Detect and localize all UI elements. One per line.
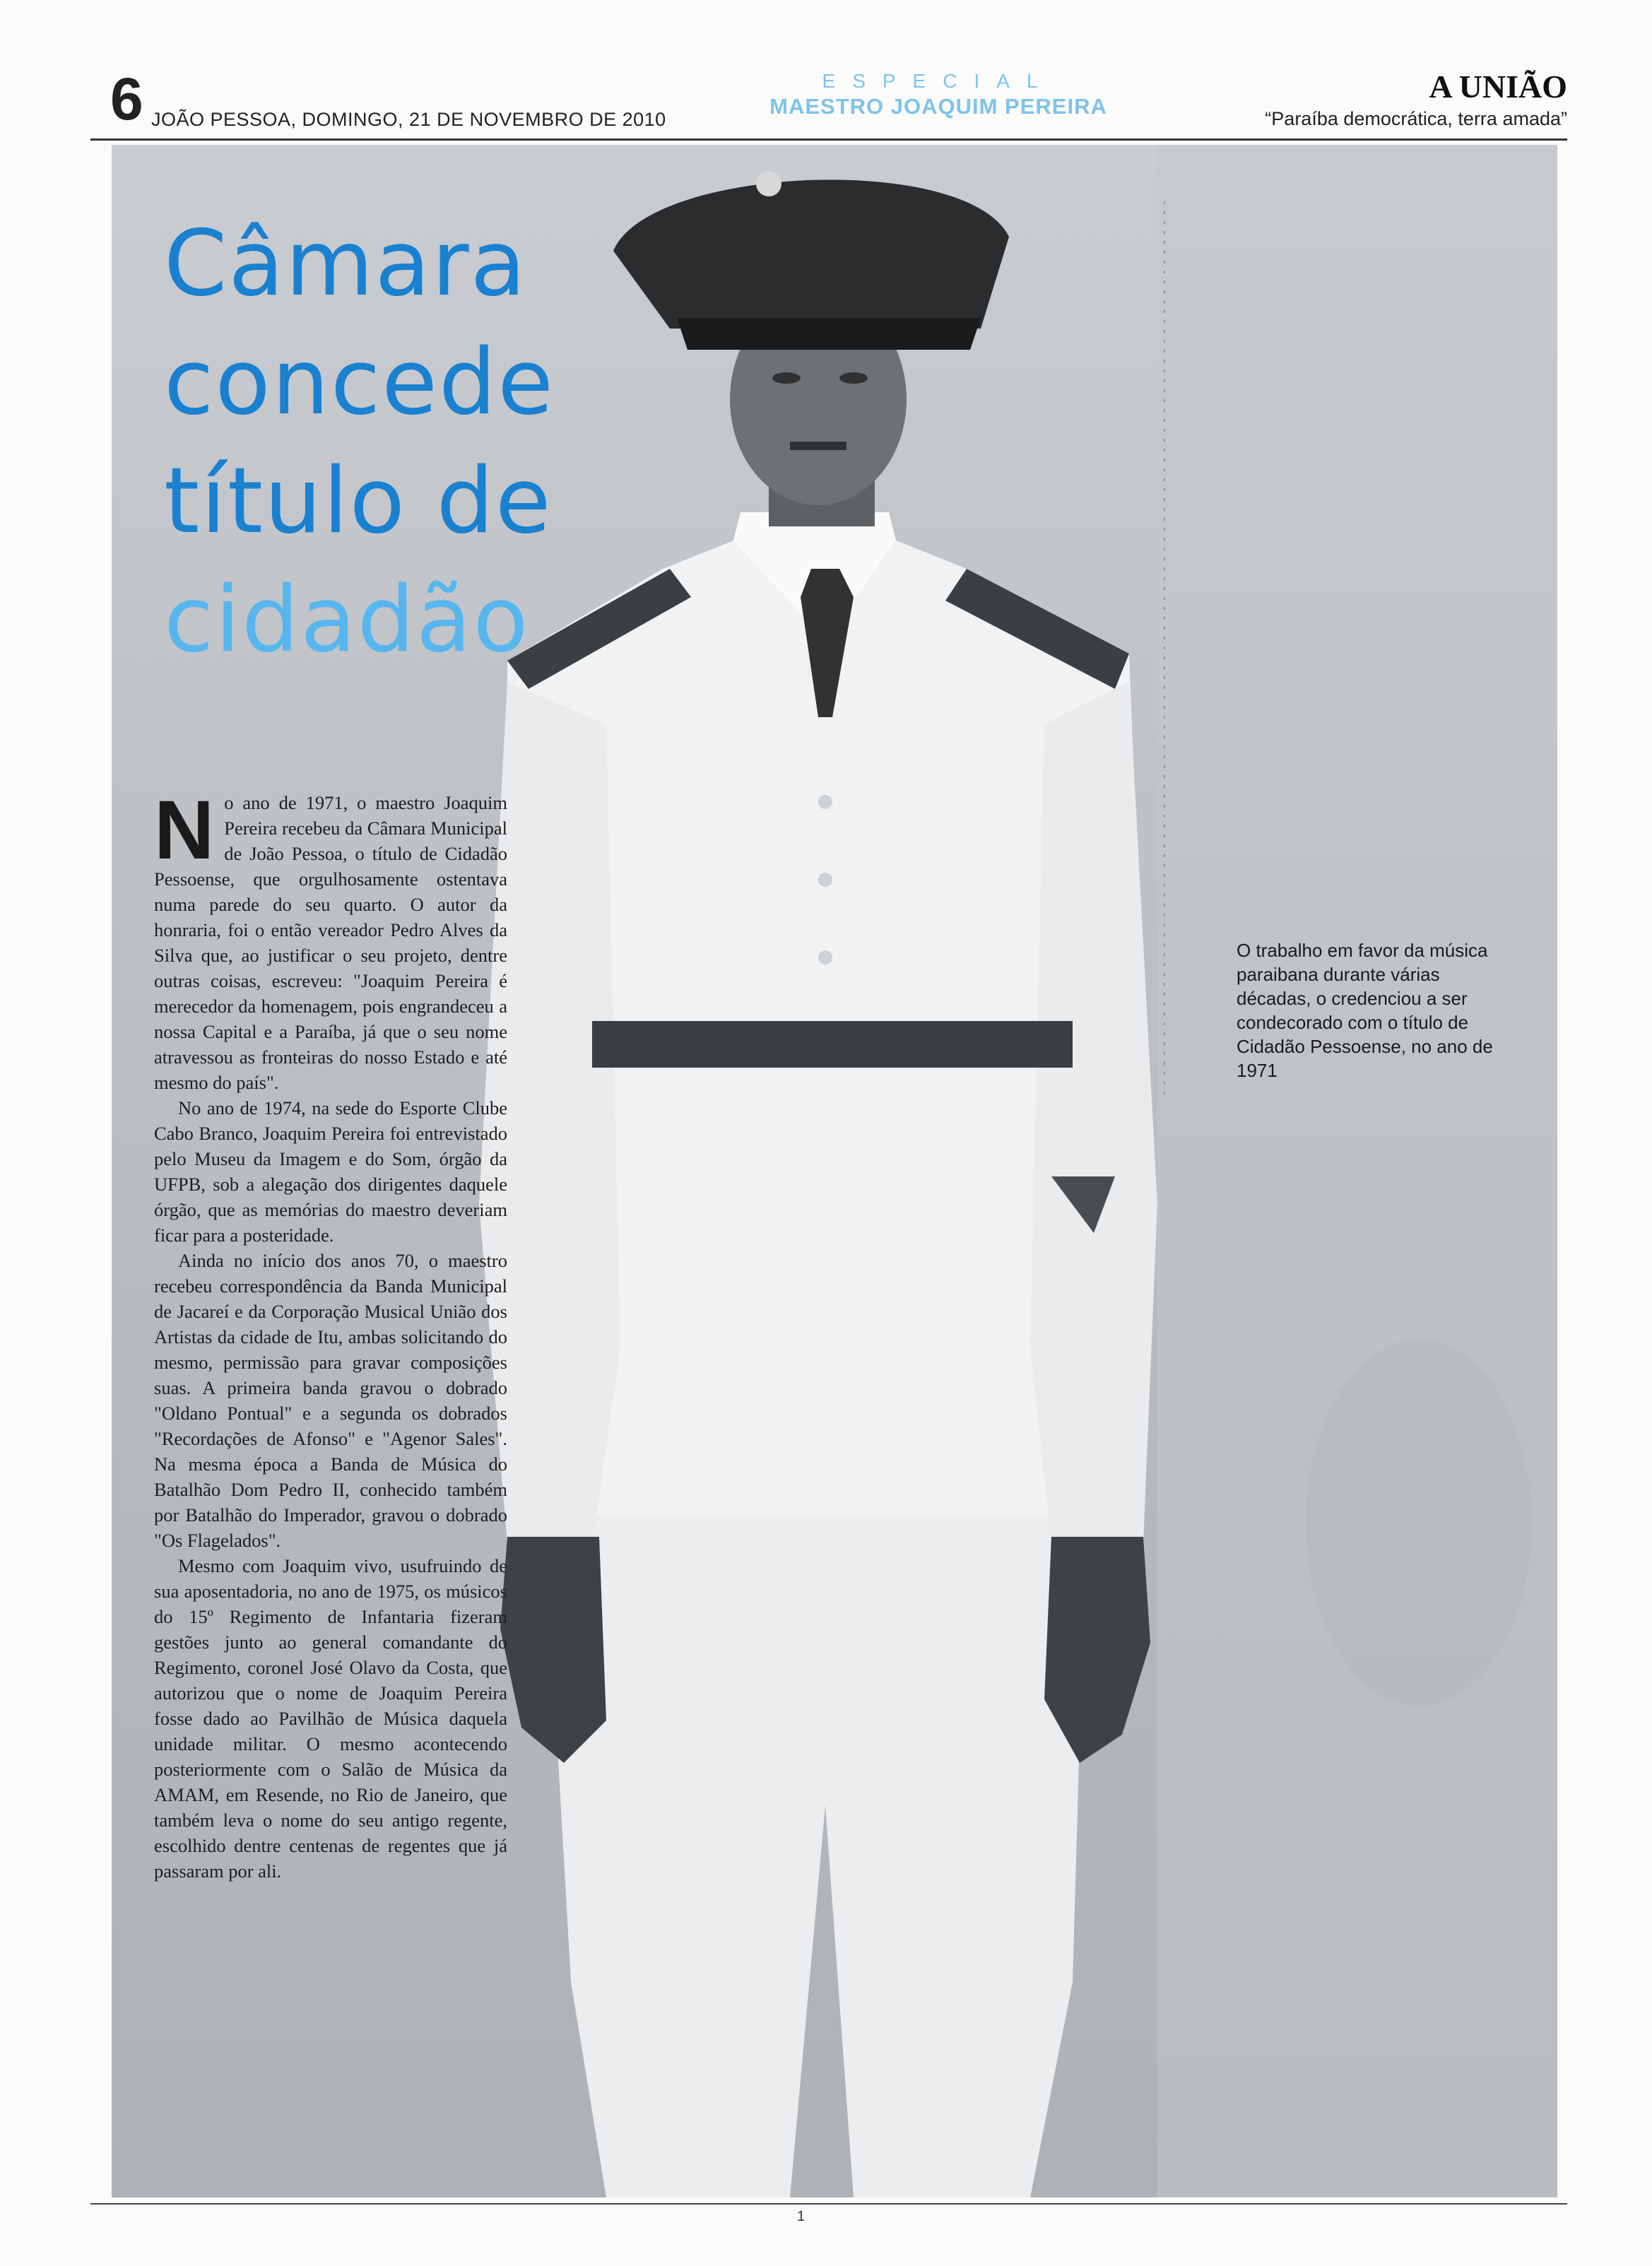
dateline: JOÃO PESSOA, DOMINGO, 21 DE NOVEMBRO DE 2010 bbox=[151, 109, 666, 130]
headline-line-2: concede bbox=[164, 330, 555, 435]
section-kicker: ESPECIAL bbox=[822, 70, 1055, 92]
page-number: 6 bbox=[110, 66, 143, 132]
cap-badge bbox=[756, 171, 781, 196]
button bbox=[818, 873, 832, 887]
section-label bbox=[684, 69, 1193, 120]
newspaper-name: A UNIÃO bbox=[1429, 69, 1567, 105]
folio-mark: 1 bbox=[797, 2209, 806, 2224]
mustache bbox=[790, 442, 846, 450]
newspaper-motto: “Paraíba democrática, terra amada” bbox=[1265, 108, 1567, 129]
headline-line-1: Câmara bbox=[164, 211, 527, 317]
trousers bbox=[543, 1487, 1087, 2197]
masthead bbox=[1265, 69, 1567, 133]
button bbox=[818, 795, 832, 809]
cap-visor bbox=[677, 318, 981, 350]
section-series: MAESTRO JOAQUIM PEREIRA bbox=[769, 94, 1107, 119]
background-wall bbox=[1157, 145, 1557, 2197]
eye bbox=[839, 372, 868, 384]
headline-line-4: cidadão bbox=[164, 567, 530, 673]
button bbox=[818, 950, 832, 964]
paragraph-1-text: o ano de 1971, o maestro Joaquim Pereira recebeu da Câmara Municipal de João Pessoa, o título de Cidadão Pessoense, que orgulhosamente ostentava numa parede do seu quarto. O autor da honraria, foi o então vereador Pedro Alves da Silva que, ao justificar o seu projeto, dentre outras coisas, escreveu: "Joaquim Pereira é merecedor da homenagem, pois engrandeceu a nossa Capital e a Paraíba, já que o seu nome atravessou as fronteiras do nosso Estado e até mesmo do país". bbox=[154, 792, 507, 1093]
cap-crown bbox=[613, 179, 1009, 329]
article-paragraph: Mesmo com Joaquim vivo, usufruindo de sua aposentadoria, no ano de 1975, os músicos do 15º Regimento de Infantaria fizeram gestões junto ao general comandante do Regimento, coronel José Olavo da Costa, que autorizou que o nome de Joaquim Pereira fosse dado ao Pavilhão de Música daquela unidade militar. O mesmo acontecendo posteriormente com o Salão de Música da AMAM, em Resende, no Rio de Janeiro, que também leva o nome do seu antigo regente, escolhido dentre centenas de regentes que já passaram por ali. bbox=[154, 1555, 507, 1882]
article-paragraph: Ainda no início dos anos 70, o maestro recebeu correspondência da Banda Municipal de Jacareí e da Corporação Musical União dos Artistas da cidade de Itu, ambas solicitando do mesmo, permissão para gravar composições suas. A primeira banda gravou o dobrado "Oldano Pontual" e a segunda os dobrados "Recordações de Afonso" e "Agenor Sales". Na mesma época a Banda de Música do Batalhão Dom Pedro II, conhecido também por Batalhão do Imperador, gravou o dobrado "Os Flagelados". bbox=[154, 1250, 507, 1551]
eye bbox=[772, 372, 801, 384]
footer-rule bbox=[90, 2203, 1567, 2205]
photo-caption: O trabalho em favor da música paraibana durante várias décadas, o credenciou a ser condecorado com o título de Cidadão Pessoense, no ano de 1971 bbox=[1237, 940, 1493, 1081]
article-paragraph: No ano de 1974, na sede do Esporte Clube Cabo Branco, Joaquim Pereira foi entrevistado pelo Museu da Imagem e do Som, órgão da UFPB, sob a alegação dos dirigentes daquele órgão, que as memórias do maestro deveriam ficar para a posteridade. bbox=[154, 1097, 507, 1246]
background-blur bbox=[1306, 1339, 1532, 1706]
belt bbox=[592, 1021, 1073, 1068]
drop-cap: N bbox=[154, 784, 215, 877]
article-paragraph bbox=[154, 784, 507, 1095]
left-hand bbox=[500, 1537, 606, 1763]
right-sleeve bbox=[1030, 682, 1157, 1544]
headline bbox=[164, 205, 555, 680]
article-body bbox=[154, 784, 507, 1884]
headline-line-3: título de bbox=[164, 449, 553, 554]
page-header bbox=[90, 62, 1567, 141]
